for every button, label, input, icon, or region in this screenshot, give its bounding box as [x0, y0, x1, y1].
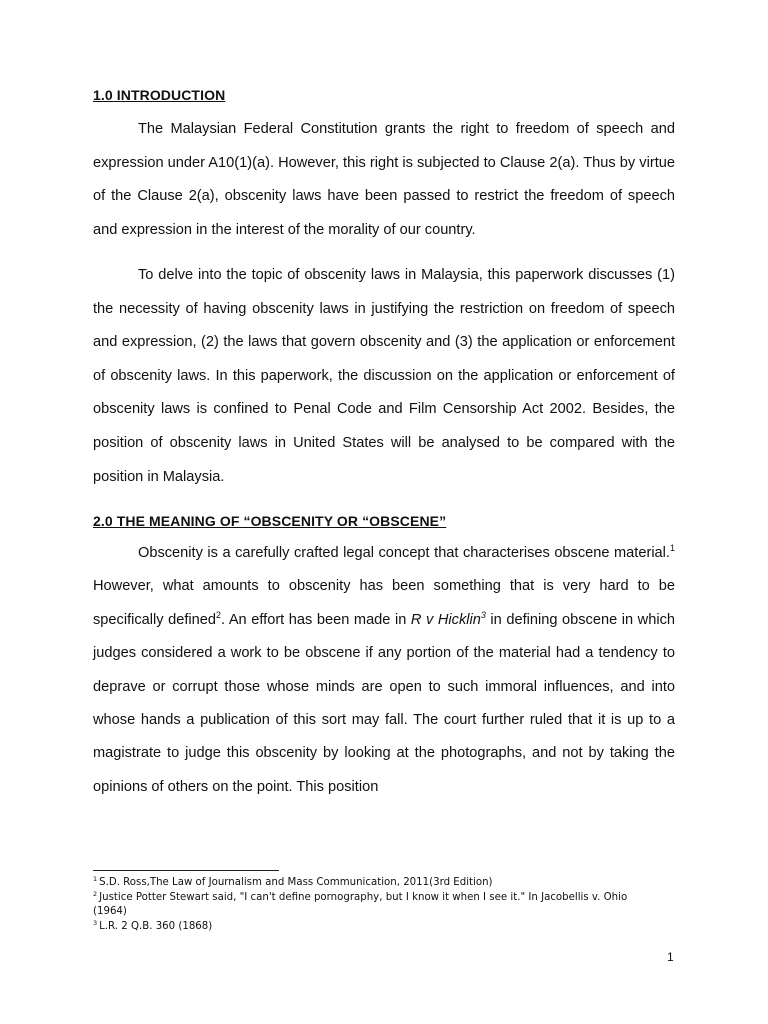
footnote-2 — [93, 891, 653, 920]
case-name: R v Hicklin — [410, 611, 481, 628]
footnote-reference: 1 — [669, 543, 675, 553]
footnote-reference: 3 — [480, 609, 486, 620]
paragraph-text: To delve into the topic of obscenity laws in Malaysia, this paperwork discusses (1) the necessity of having obscenity laws in justifying the restriction on freedom of speech and expression, (2) the laws that govern obscenity and (3) the application or enforcement of obscenity laws. In this paperwork, the discussion on the application or enforcement of obscenity laws is confined to Penal Code and Film Censorship Act 2002. Besides, the position of obscenity laws in United States will be analysed to be compared with the position in Malaysia. — [93, 267, 675, 485]
footnote-1-marker: 1 — [93, 875, 98, 883]
meaning-paragraph-1 — [93, 537, 675, 804]
section-heading-meaning-of-obscenity: 2.0 THE MEANING OF “OBSCENITY OR “OBSCENE” — [93, 513, 447, 529]
paragraph-text: Obscenity is a carefully crafted legal concept that characterises obscene material. — [138, 545, 670, 561]
footnote-2-text: Justice Potter Stewart said, "I can't define pornography, but I know it when I see it." In Jacobellis v. Ohio (1964) — [93, 891, 628, 917]
footnote-2-marker: 2 — [93, 889, 98, 898]
footnotes — [93, 876, 653, 934]
intro-paragraph-1 — [93, 113, 675, 247]
footnote-3-marker: 3 — [93, 918, 98, 927]
footnote-separator — [93, 870, 279, 871]
paragraph-text: The Malaysian Federal Constitution grants the right to freedom of speech and expression under A10(1)(a). However, this right is subjected to Clause 2(a). Thus by virtue of the Clause 2(a), obscenity laws have been passed to restrict the freedom of speech and expression in the interest of the morality of our country. — [93, 121, 675, 238]
footnote-1-text: S.D. Ross,The Law of Journalism and Mass Communication, 2011(3rd Edition) — [99, 877, 493, 888]
footnote-1 — [93, 876, 653, 891]
page-number: 1 — [667, 950, 674, 964]
paragraph-text: However, what amounts to obscenity has been something that is very hard to be specifically defined — [93, 578, 675, 628]
section-heading-introduction: 1.0 INTRODUCTION — [93, 87, 226, 103]
intro-paragraph-2 — [93, 259, 675, 494]
footnote-3 — [93, 920, 653, 935]
paragraph-text: in defining obscene in which judges considered a work to be obscene if any portion of the material had a tendency to deprave or corrupt those whose minds are open to such immoral influences, and into whose hands a publication of this sort may fall. The court further ruled that it is up to a magistrate to judge this obscenity by looking at the photographs, and not by taking the opinions of others on the point. This position — [93, 611, 675, 795]
footnote-3-text: L.R. 2 Q.B. 360 (1868) — [99, 920, 213, 932]
footnote-reference: 2 — [216, 609, 222, 620]
paragraph-text: . An effort has been made in — [221, 611, 411, 628]
